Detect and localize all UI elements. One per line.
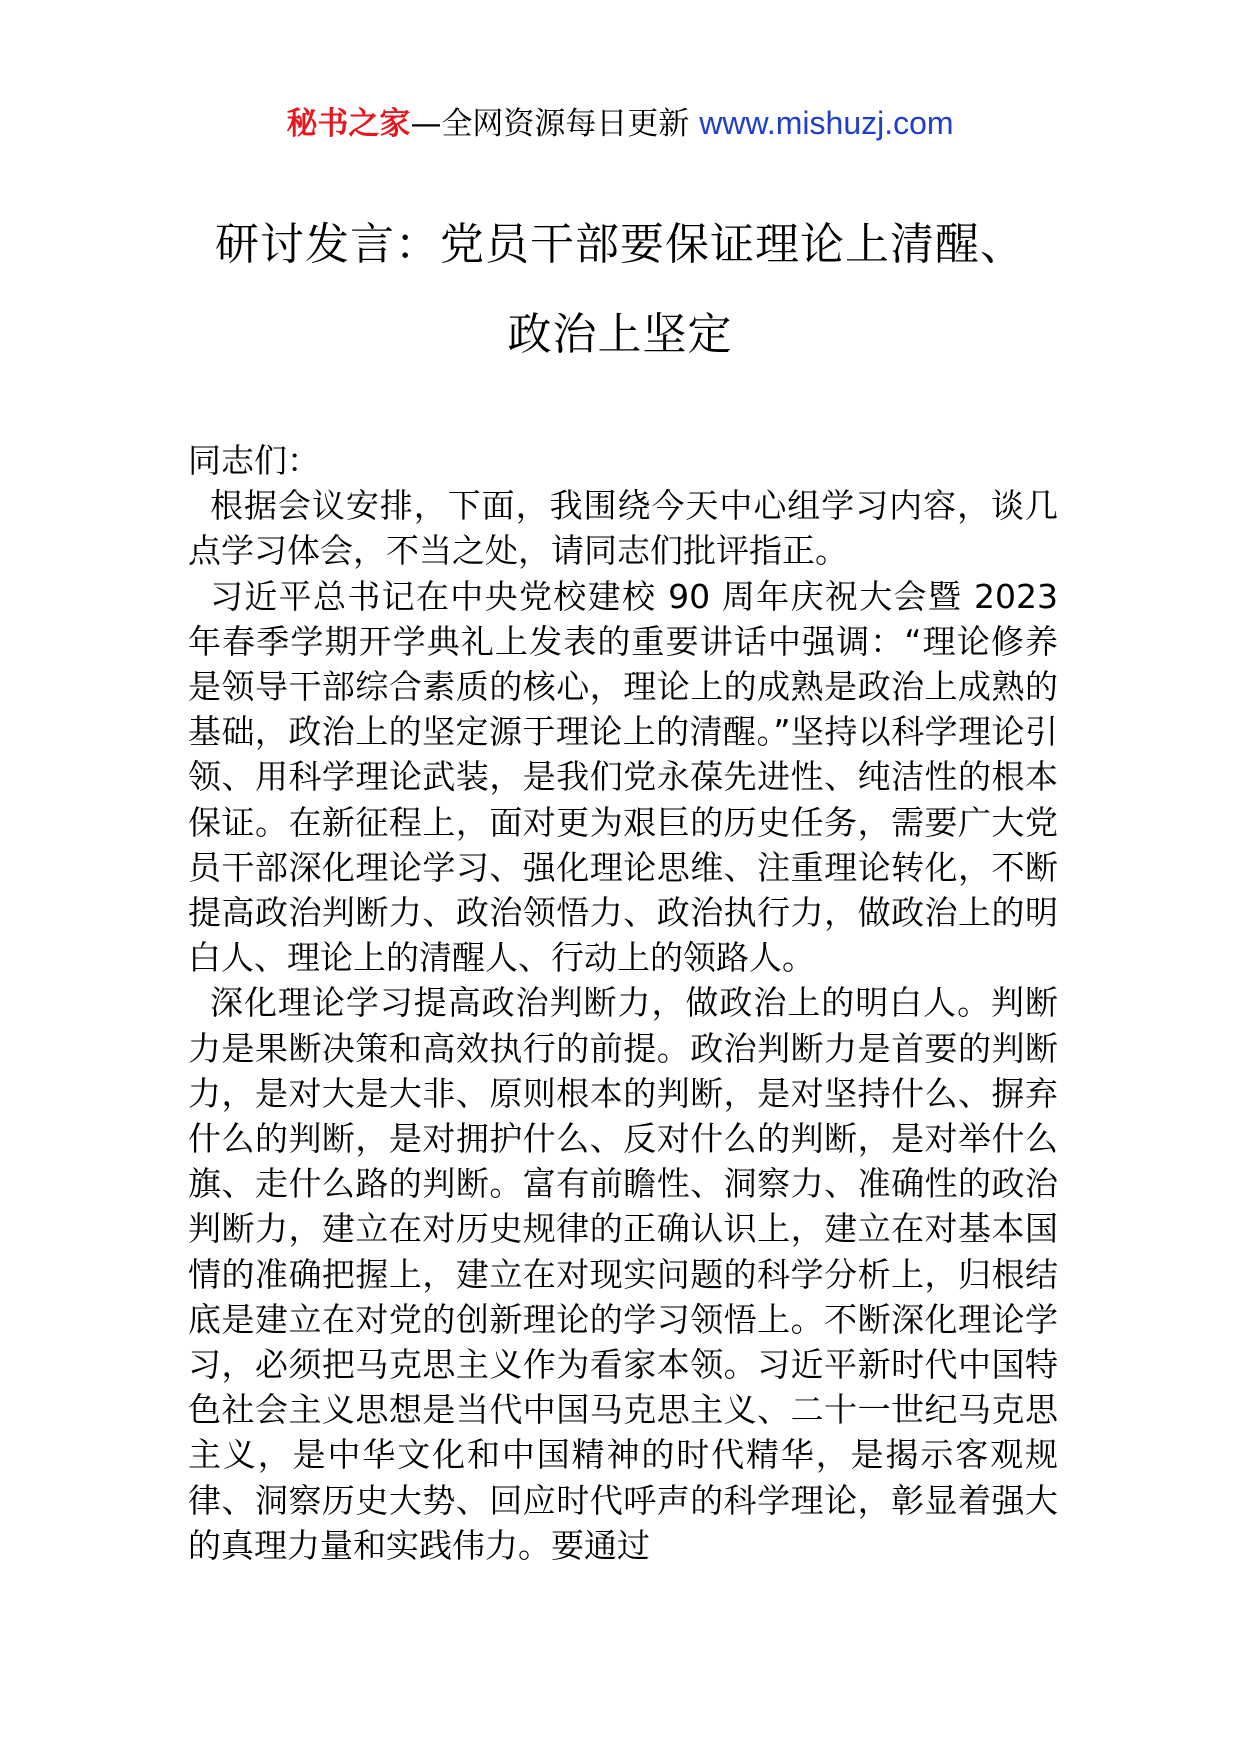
paragraph-section-one: 深化理论学习提高政治判断力，做政治上的明白人。判断力是果断决策和高效执行的前提。政治判断力是首要的判断力，是对大是大非、原则根本的判断，是对坚持什么、摒弃什么的判断，是对拥护什么、反对什么的判断，是对举什么旗、走什么路的判断。富有前瞻性、洞察力、准确性的政治判断力，建立在对历史规律的正确认识上，建立在对基本国情的准确把握上，建立在对现实问题的科学分析上，归根结底是建立在对党的创新理论的学习领悟上。不断深化理论学习，必须把马克思主义作为看家本领。习近平新时代中国特色社会主义思想是当代中国马克思主义、二十一世纪马克思主义，是中华文化和中国精神的时代精华，是揭示客观规律、洞察历史大势、回应时代呼声的科学理论，彰显着强大的真理力量和实践伟力。要通过 — [188, 983, 1058, 1565]
site-url-link[interactable]: www.mishuzj.com — [699, 105, 954, 141]
site-header — [0, 98, 1240, 149]
document-title — [150, 200, 1090, 380]
paragraph-intro: 根据会议安排，下面，我围绕今天中心组学习内容，谈几点学习体会，不当之处，请同志们批评指正。 — [188, 486, 1058, 571]
greeting: 同志们： — [188, 441, 320, 480]
title-line-2: 政治上坚定 — [507, 309, 733, 360]
paragraph-quote: 习近平总书记在中央党校建校 90 周年庆祝大会暨 2023 年春季学期开学典礼上发表的重要讲话中强调：“理论修养是领导干部综合素质的核心，理论上的成熟是政治上成熟的基础，政治上的坚定源于理论上的清醒。”坚持以科学理论引领、用科学理论武装，是我们党永葆先进性、纯洁性的根本保证。在新征程上，面对更为艰巨的历史任务，需要广大党员干部深化理论学习、强化理论思维、注重理论转化，不断提高政治判断力、政治领悟力、政治执行力，做政治上的明白人、理论上的清醒人、行动上的领路人。 — [188, 576, 1058, 978]
document-body — [188, 438, 1058, 1568]
brand-name: 秘书之家 — [286, 106, 411, 142]
title-line-1: 研讨发言：党员干部要保证理论上清醒、 — [215, 219, 1025, 270]
header-tagline: —全网资源每日更新 — [410, 106, 700, 142]
